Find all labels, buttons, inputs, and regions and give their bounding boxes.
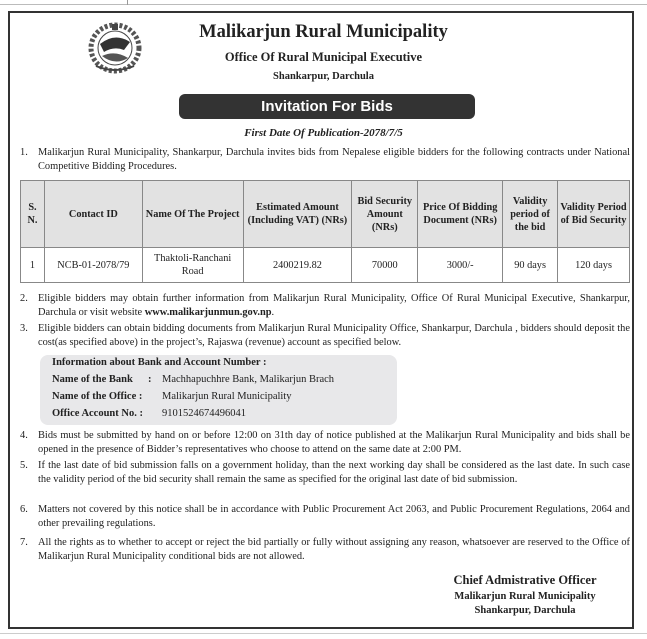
org-name-text: Malikarjun Rural Municipality bbox=[199, 22, 448, 42]
bank-info-title: Information about Bank and Account Number : bbox=[52, 357, 267, 368]
paragraph-number: 3. bbox=[20, 323, 28, 334]
col-header-bid-validity: Validity period of the bid bbox=[503, 181, 558, 248]
paragraph-3 bbox=[20, 322, 630, 349]
paragraph-text-end: . bbox=[271, 306, 275, 318]
col-header-security-validity: Validity Period of Bid Security bbox=[558, 181, 630, 248]
paragraph-4 bbox=[20, 429, 630, 456]
bank-name-value: Machhapuchhre Bank, Malikarjun Brach bbox=[162, 374, 335, 385]
cell-estimated-amount: 2400219.82 bbox=[243, 248, 352, 283]
bottom-rule bbox=[0, 633, 647, 634]
paragraph-text: Matters not covered by this notice shall be in accordance with Public Procurement Act 2063, and Public Procurement Regulations, 2064 and other prevailing regulations. bbox=[38, 504, 630, 529]
paragraph-text: All the rights as to whether to accept or reject the bid partially or fully without assigning any reason, whatsoever are reserved to the Office of Malikarjun Rural Municipality conditional bids are not allowed. bbox=[38, 537, 630, 562]
bank-name-colon: : bbox=[148, 374, 152, 385]
col-header-bid-security: Bid Security Amount (NRs) bbox=[352, 181, 418, 248]
office-name-text: Office Of Rural Municipal Executive bbox=[224, 50, 423, 64]
account-number-label: Office Account No. : bbox=[52, 408, 143, 419]
top-rule bbox=[0, 4, 647, 5]
office-name-label: Name of the Office : bbox=[52, 391, 143, 402]
paragraph-number: 2. bbox=[20, 293, 28, 304]
paragraph-number: 6. bbox=[20, 504, 28, 515]
paragraph-1 bbox=[20, 146, 630, 173]
col-header-project-name: Name Of The Project bbox=[142, 181, 243, 248]
office-name-value: Malikarjun Rural Municipality bbox=[162, 391, 292, 402]
website-link[interactable]: www.malikarjunmun.gov.np bbox=[144, 306, 272, 318]
office-name-row bbox=[52, 391, 291, 402]
cell-bid-security: 70000 bbox=[352, 248, 418, 283]
col-header-estimated-amount: Estimated Amount (Including VAT) (NRs) bbox=[243, 181, 352, 248]
paragraph-number: 4. bbox=[20, 430, 28, 441]
paragraph-6 bbox=[20, 503, 630, 530]
office-name bbox=[0, 50, 647, 65]
col-header-document-price: Price Of Bidding Document (NRs) bbox=[418, 181, 503, 248]
office-location-text: Shankarpur, Darchula bbox=[273, 71, 374, 82]
table-header-row bbox=[21, 181, 630, 248]
cell-bid-validity: 90 days bbox=[503, 248, 558, 283]
cell-project-name: Thaktoli-Ranchani Road bbox=[142, 248, 243, 283]
paragraph-7 bbox=[20, 536, 630, 563]
paragraph-text: Bids must be submitted by hand on or before 12:00 on 31th day of notice published at the Malikarjun Rural Municipality and bids shall be opened in the presence of Bidder’s representatives who choose to attend on the same date at 2:00 PM. bbox=[38, 430, 630, 455]
paragraph-number: 7. bbox=[20, 537, 28, 548]
paragraph-5 bbox=[20, 459, 630, 486]
paragraph-text bbox=[38, 292, 630, 319]
cell-contact-id: NCB-01-2078/79 bbox=[44, 248, 142, 283]
paragraph-text: Malikarjun Rural Municipality, Shankarpur, Darchula invites bids from Nepalese eligible bidders for the following contracts under National Competitive Bidding Procedures. bbox=[38, 147, 630, 172]
paragraph-number: 1. bbox=[20, 147, 28, 158]
bids-table bbox=[20, 180, 630, 283]
bank-name-row bbox=[52, 374, 334, 385]
cell-security-validity: 120 days bbox=[558, 248, 630, 283]
signatory-org: Malikarjun Rural Municipality bbox=[454, 591, 596, 602]
col-header-contact-id: Contact ID bbox=[44, 181, 142, 248]
signatory-title: Chief Admistrative Officer bbox=[453, 573, 597, 587]
publication-date: First Date Of Publication-2078/7/5 bbox=[244, 127, 403, 139]
bank-name-label: Name of the Bank bbox=[52, 374, 133, 385]
paragraph-number: 5. bbox=[20, 460, 28, 471]
col-header-sn: S. N. bbox=[21, 181, 45, 248]
account-number-value: 9101524674496041 bbox=[162, 408, 246, 419]
invitation-banner: Invitation For Bids bbox=[179, 94, 475, 119]
paragraph-text: Eligible bidders can obtain bidding documents from Malikarjun Rural Municipality Office, Shankarpur, Darchula , bidders should deposit the cost(as specified above) in the project’s, Rajaswa (revenue) account as specified below. bbox=[38, 323, 630, 348]
paragraph-text-body: Eligible bidders may obtain further information from Malikarjun Rural Municipality, Office Of Rural Municipal Executive, Shankarpur, Darchula or visit website bbox=[38, 293, 630, 318]
office-location bbox=[0, 71, 647, 82]
signatory-location: Shankarpur, Darchula bbox=[474, 605, 576, 616]
paragraph-2 bbox=[20, 292, 630, 319]
cell-document-price: 3000/- bbox=[418, 248, 503, 283]
top-rule-tick bbox=[127, 0, 128, 5]
cell-sn: 1 bbox=[21, 248, 45, 283]
table-row bbox=[21, 248, 630, 283]
account-number-row bbox=[52, 408, 246, 419]
paragraph-text: If the last date of bid submission falls on a government holiday, than the next working day shall be considered as the last date. In such case the validity period of the bid security shall remain the same as specified for the original last date of bid submission. bbox=[38, 460, 630, 485]
org-name bbox=[0, 22, 647, 43]
